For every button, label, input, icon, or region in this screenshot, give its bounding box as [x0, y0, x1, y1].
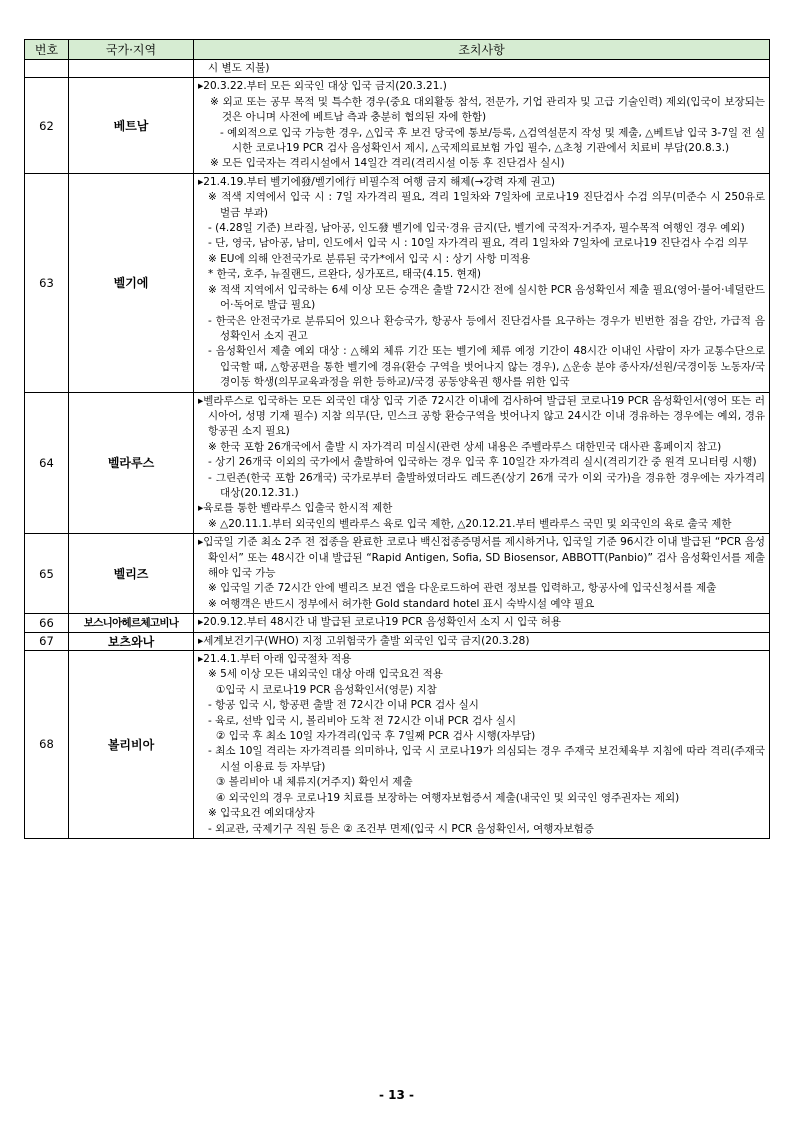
measure-line: - 외교관, 국제기구 직원 등은 ② 조건부 면제(입국 시 PCR 음성확인서, 여행자보험증 [208, 822, 594, 835]
row-number: 67 [25, 632, 69, 650]
page-number: - 13 - [378, 1088, 414, 1102]
measures-cell [194, 632, 770, 650]
table-row [25, 78, 770, 173]
table-body [25, 60, 770, 839]
measure-line: - (4.28일 기준) 브라질, 남아공, 인도發 벨기에 입국·경유 금지(단, 벨기에 국적자·거주자, 필수목적 여행인 경우 예외) [208, 222, 745, 235]
measures-cell [194, 392, 770, 534]
measure-line: ▸벨라루스로 입국하는 모든 외국인 대상 입국 기준 72시간 이내에 검사하여 발급된 코로나19 PCR 음성확인서(영어 또는 러시아어, 성명 기재 필수) 지참 의무(단, 민스크 공항 환승구역을 벗어나지 않고 24시간 이내 경유하는 경우에는 예외, 경유 항공권 소지 필요) [198, 394, 765, 438]
measure-line: ※ 적색 지역에서 입국 시 : 7일 자가격리 필요, 격리 1일차와 7일차에 코로나19 진단검사 수검 의무(미준수 시 250유로 벌금 부과) [208, 191, 765, 219]
row-number: 63 [25, 173, 69, 392]
country-name: 보스니아헤르체고비나 [69, 614, 194, 632]
measure-line: - 항공 입국 시, 항공편 출발 전 72시간 이내 PCR 검사 실시 [208, 699, 479, 712]
measure-line: - 육로, 선박 입국 시, 볼리비아 도착 전 72시간 이내 PCR 검사 실시 [208, 714, 516, 727]
measures-cell [194, 78, 770, 173]
country-name: 베트남 [69, 78, 194, 173]
country-name: 벨기에 [69, 173, 194, 392]
measure-line: - 최소 10일 격리는 자가격리를 의미하나, 입국 시 코로나19가 의심되는 경우 주재국 보건체육부 지침에 따라 격리(주재국 시설 이용료 등 자부담) [208, 745, 765, 773]
table-header-row [25, 40, 770, 60]
measure-line: ※ 한국 포함 26개국에서 출발 시 자가격리 미실시(관련 상세 내용은 주벨라루스 대한민국 대사관 홈페이지 참고) [208, 440, 722, 453]
measures-cell [194, 60, 770, 78]
table-row [25, 534, 770, 614]
measure-line: - 상기 26개국 이외의 국가에서 출발하여 입국하는 경우 입국 후 10일간 자가격리 실시(격리기간 중 원격 모니터링 시행) [208, 456, 757, 469]
measure-line: ▸21.4.19.부터 벨기에發/벨기에行 비필수적 여행 금지 해제(→강력 자제 권고) [198, 175, 556, 188]
country-name: 벨라루스 [69, 392, 194, 534]
header-measures: 조치사항 [194, 40, 770, 60]
measure-line: ※ 적색 지역에서 입국하는 6세 이상 모든 승객은 출발 72시간 전에 실시한 PCR 음성확인서 제출 필요(영어·불어·네덜란드어·독어로 발급 필요) [208, 283, 765, 312]
measure-line: - 음성확인서 제출 예외 대상 : △해외 체류 기간 또는 벨기에 체류 예정 기간이 48시간 이내인 사람이 자가 교통수단으로 입국할 때, △항공편을 통한 벨기에 경유(환승 구역을 벗어나지 않는 경우), △운송 분야 종사자/선원/국경이동 노동자/국경이동 학생(의무교육과정을 위한 등하교)/국경 공동양육권 행사를 위한 입국 [208, 345, 765, 389]
measure-line: ▸입국일 기준 최소 2주 전 접종을 완료한 코로나 백신접종증명서를 제시하거나, 입국일 기준 96시간 이내 발급된 “PCR 음성확인서” 또는 48시간 이내 발급된 “Rapid Antigen, Sofia, SD Biosensor, ABBOTT(Panbio)” 검사 음성확인서를 제출해야 입국 가능 [198, 536, 765, 579]
measure-line: - 한국은 안전국가로 분류되어 있으나 환승국가, 항공사 등에서 진단검사를 요구하는 경우가 빈번한 점을 감안, 가급적 음성확인서 소지 권고 [208, 314, 765, 342]
measure-line: ▸육로를 통한 벨라루스 입출국 한시적 제한 [198, 502, 393, 515]
measure-line: ※ 입국요건 예외대상자 [208, 807, 315, 820]
measures-cell [194, 534, 770, 614]
measure-line: - 단, 영국, 남아공, 남미, 인도에서 입국 시 : 10일 자가격리 필요, 격리 1일차와 7일차에 코로나19 진단검사 수검 의무 [208, 237, 749, 250]
measure-line: ▸세계보건기구(WHO) 지정 고위험국가 출발 외국인 입국 금지(20.3.28) [198, 634, 530, 647]
measure-line: ※ 외교 또는 공무 목적 및 특수한 경우(중요 대외활동 참석, 전문가, 기업 관리자 및 고급 기술인력) 제외(입국이 보장되는 것은 아니며 사전에 베트남 측과 충분히 협의된 자에 한함) [210, 95, 765, 124]
measure-line: 시 별도 지불) [208, 62, 270, 74]
header-number: 번호 [25, 40, 69, 60]
measure-line: ▸20.9.12.부터 48시간 내 발급된 코로나19 PCR 음성확인서 소지 시 입국 허용 [198, 616, 562, 629]
measure-line: ④ 외국인의 경우 코로나19 치료를 보장하는 여행자보험증서 제출(내국인 및 외국인 영주권자는 제외) [216, 791, 680, 804]
row-number: 65 [25, 534, 69, 614]
measure-line: ①입국 시 코로나19 PCR 음성확인서(영문) 지참 [216, 683, 437, 696]
measure-line: ※ 입국일 기준 72시간 안에 벨리즈 보건 앱을 다운로드하여 관련 정보를 입력하고, 항공사에 입국신청서를 제출 [208, 582, 717, 595]
measures-cell [194, 651, 770, 839]
header-country: 국가·지역 [69, 40, 194, 60]
country-name [69, 60, 194, 78]
table-row [25, 60, 770, 78]
measure-line: ② 입국 후 최소 10일 자가격리(입국 후 7일째 PCR 검사 시행(자부담) [216, 730, 536, 743]
measure-line: ※ EU에 의해 안전국가로 분류된 국가*에서 입국 시 : 상기 사항 미적용 [208, 252, 531, 265]
country-name: 볼리비아 [69, 651, 194, 839]
row-number: 68 [25, 651, 69, 839]
row-number: 62 [25, 78, 69, 173]
measure-line: ※ 5세 이상 모든 내외국인 대상 아래 입국요건 적용 [208, 668, 443, 681]
table-row [25, 392, 770, 534]
measure-line: ※ 여행객은 반드시 정부에서 허가한 Gold standard hotel 표시 숙박시설 예약 필요 [208, 597, 595, 610]
measures-cell [194, 173, 770, 392]
table-row [25, 173, 770, 392]
table-row [25, 614, 770, 632]
measures-table [24, 39, 770, 839]
measure-line: - 예외적으로 입국 가능한 경우, △입국 후 보건 당국에 통보/등록, △검역설문지 작성 및 제출, △베트남 입국 3-7일 전 실시한 코로나19 PCR 검사 음성확인서 제시, △국제의료보험 가입 필수, △초청 기관에서 치료비 부담(20.8.3.) [220, 126, 765, 155]
table-row [25, 651, 770, 839]
country-name: 벨리즈 [69, 534, 194, 614]
measure-line: - 그린존(한국 포함 26개국) 국가로부터 출발하였더라도 레드존(상기 26개 국가 이외 국가)을 경유한 경우에는 자가격리 대상(20.12.31.) [208, 471, 765, 499]
measure-line: ▸20.3.22.부터 모든 외국인 대상 입국 금지(20.3.21.) [198, 80, 447, 93]
measure-line: * 한국, 호주, 뉴질랜드, 르완다, 싱가포르, 태국(4.15. 현재) [208, 268, 481, 281]
measure-line: ▸21.4.1.부터 아래 입국절차 적용 [198, 653, 352, 666]
row-number: 66 [25, 614, 69, 632]
row-number [25, 60, 69, 78]
row-number: 64 [25, 392, 69, 534]
measures-cell [194, 614, 770, 632]
measure-line: ③ 볼리비아 내 체류지(거주지) 확인서 제출 [216, 776, 413, 789]
measure-line: ※ 모든 입국자는 격리시설에서 14일간 격리(격리시설 이동 후 진단검사 실시) [210, 157, 565, 170]
country-name: 보츠와나 [69, 632, 194, 650]
table-row [25, 632, 770, 650]
measure-line: ※ △20.11.1.부터 외국인의 벨라루스 육로 입국 제한, △20.12.21.부터 벨라루스 국민 및 외국인의 육로 출국 제한 [208, 517, 732, 530]
